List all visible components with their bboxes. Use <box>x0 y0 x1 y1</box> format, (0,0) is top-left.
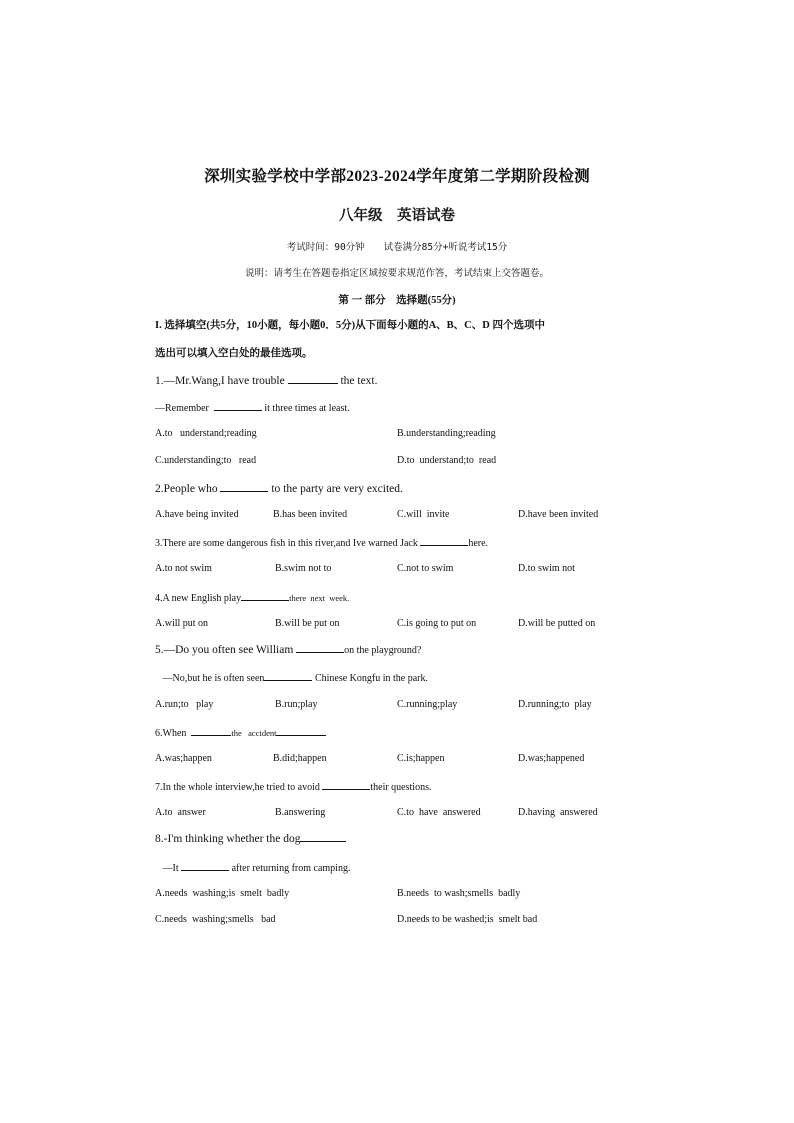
option-b: B.did;happen <box>273 753 327 764</box>
question-8-stem: 8.-I'm thinking whether the dog <box>155 832 346 845</box>
answer-blank <box>296 643 344 653</box>
answer-blank <box>191 726 231 736</box>
option-c: C.running;play <box>397 699 458 710</box>
option-c: C.to have answered <box>397 807 481 818</box>
option-c: C.needs washing;smells bad <box>155 914 276 925</box>
option-d: D.have been invited <box>518 509 599 520</box>
option-b: B.answering <box>275 807 326 818</box>
question-5-reply: —No,but he is often seen Chinese Kongfu in the park. <box>155 673 428 684</box>
answer-blank <box>264 671 312 681</box>
option-a: A.run;to play <box>155 699 214 710</box>
option-b: B.needs to wash;smells badly <box>397 888 521 899</box>
instruction-line-1: I. 选择填空(共5分，10小题，每小题0．5分)从下面每小题的A、B、C、D 四个选项中 <box>155 320 545 331</box>
option-d: D.to understand;to read <box>397 455 497 466</box>
answer-blank <box>214 401 262 411</box>
answer-blank <box>276 726 326 736</box>
option-d: D.running;to play <box>518 699 592 710</box>
answer-blank <box>420 536 468 546</box>
question-1-reply: —Remember it three times at least. <box>155 403 350 414</box>
answer-blank <box>241 591 289 601</box>
answer-blank <box>288 374 338 384</box>
exam-info: 考试时间：90分钟 试卷满分85分+听说考试15分 <box>286 242 508 253</box>
option-d: D.was;happened <box>518 753 585 764</box>
option-a: A.to answer <box>155 807 206 818</box>
option-c: C.not to swim <box>397 563 454 574</box>
option-d: D.to swim not <box>518 563 575 574</box>
question-3-stem: 3.There are some dangerous fish in this river,and Ive warned Jack here. <box>155 538 489 549</box>
option-b: B.understanding;reading <box>397 428 496 439</box>
answer-blank <box>300 832 346 842</box>
option-d: D.having answered <box>518 807 598 818</box>
option-b: B.will be put on <box>275 618 340 629</box>
option-a: A.have being invited <box>155 509 239 520</box>
question-2-stem: 2.People who to the party are very excited. <box>155 483 403 495</box>
exam-note: 说明：请考生在答题卷指定区域按要求规范作答，考试结束上交答题卷。 <box>244 268 549 279</box>
exam-title: 深圳实验学校中学部2023-2024学年度第二学期阶段检测 <box>204 168 590 185</box>
question-5-stem: 5.—Do you often see William on the playground? <box>155 644 422 656</box>
question-8-reply: —It after returning from camping. <box>155 863 351 874</box>
option-a: A.needs washing;is smelt badly <box>155 888 290 899</box>
option-b: B.has been invited <box>273 509 348 520</box>
question-7-stem: 7.In the whole interview,he tried to avoid their questions. <box>155 782 432 793</box>
option-d: D.needs to be washed;is smelt bad <box>397 914 538 925</box>
question-6-stem: 6.When the accident <box>155 726 326 739</box>
section-heading: 第 一 部分 选择题(55分) <box>338 295 456 306</box>
answer-blank <box>220 482 268 492</box>
option-c: C.is going to put on <box>397 618 477 629</box>
answer-blank <box>322 780 370 790</box>
answer-blank <box>181 861 229 871</box>
question-4-stem: 4.A new English play there next week. <box>155 593 350 604</box>
option-c: C.is;happen <box>397 753 445 764</box>
option-c: C.will invite <box>397 509 450 520</box>
option-a: A.will put on <box>155 618 209 629</box>
exam-subtitle: 八年级 英语试卷 <box>339 208 455 224</box>
option-b: B.run;play <box>275 699 318 710</box>
option-a: A.to understand;reading <box>155 428 257 439</box>
option-a: A.to not swim <box>155 563 212 574</box>
question-1-stem: 1.—Mr.Wang,I have trouble the text. <box>155 375 378 387</box>
instruction-line-2: 选出可以填入空白处的最佳选项。 <box>155 348 313 359</box>
option-c: C.understanding;to read <box>155 455 257 466</box>
option-b: B.swim not to <box>275 563 332 574</box>
option-a: A.was;happen <box>155 753 212 764</box>
option-d: D.will be putted on <box>518 618 596 629</box>
